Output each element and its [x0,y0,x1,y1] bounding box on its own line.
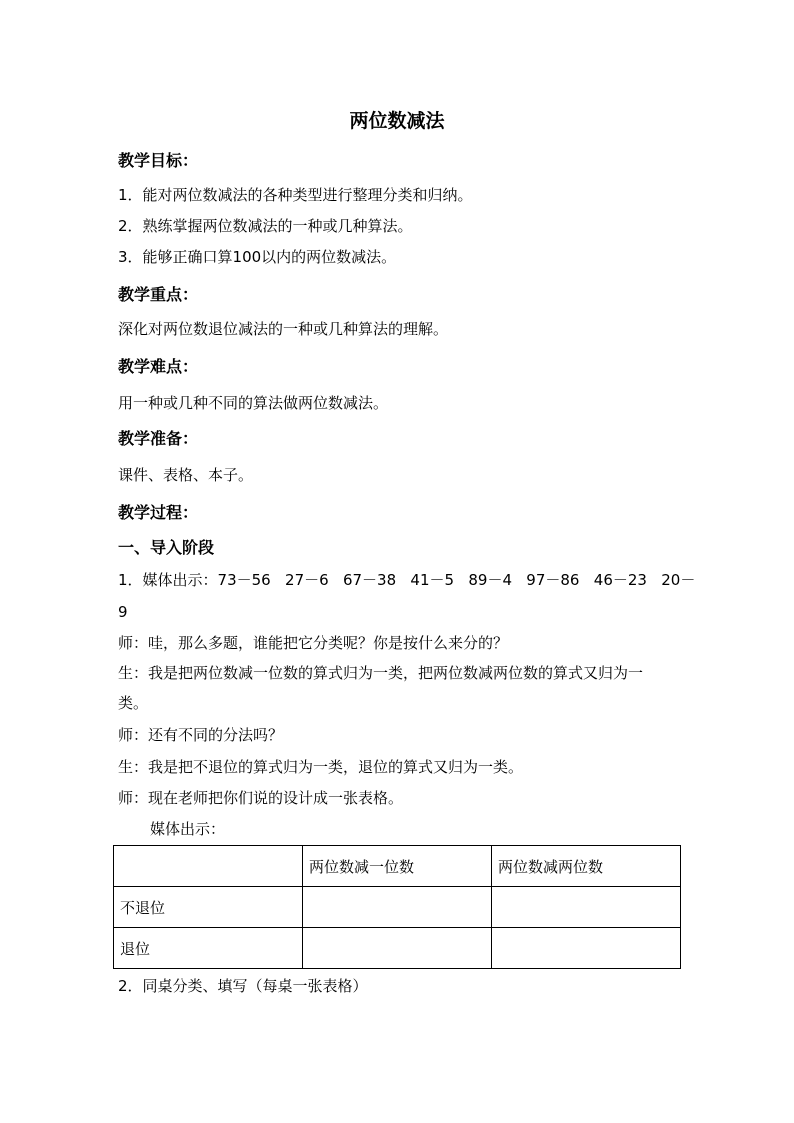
stage1-heading: 一、导入阶段 [118,538,215,557]
table-row-label: 退位 [114,928,303,969]
media-expression-line: 1．媒体出示：73－56 27－6 67－38 41－5 89－4 97－86 46－23 20－ [118,571,696,589]
dialogue-line-5: 生：我是把不退位的算式归为一类，退位的算式又归为一类。 [118,758,524,776]
dialogue-line-2: 生：我是把两位数减一位数的算式归为一类，把两位数减两位数的算式又归为一 [118,664,644,682]
dialogue-line-6: 师：现在老师把你们说的设计成一张表格。 [118,789,404,807]
prep-text: 课件、表格、本子。 [118,466,254,484]
goal-item-1: 1．能对两位数减法的各种类型进行整理分类和归纳。 [118,186,473,204]
difficulty-heading: 教学难点： [118,357,199,376]
table-header-cell: 两位数减两位数 [492,846,681,887]
difficulty-text: 用一种或几种不同的算法做两位数减法。 [118,394,389,412]
table-header-cell: 两位数减一位数 [303,846,492,887]
table-cell [492,928,681,969]
table-cell [303,928,492,969]
goal-item-3: 3．能够正确口算100以内的两位数减法。 [118,248,397,266]
key-text: 深化对两位数退位减法的一种或几种算法的理解。 [118,320,449,338]
table-header-cell [114,846,303,887]
table-row-label: 不退位 [114,887,303,928]
table-cell [303,887,492,928]
page-title: 两位数减法 [349,110,445,132]
table-row [114,928,681,969]
media-show-label: 媒体出示： [150,820,226,838]
key-heading: 教学重点： [118,285,199,304]
table-row [114,887,681,928]
goal-item-2: 2．熟练掌握两位数减法的一种或几种算法。 [118,217,413,235]
goals-heading: 教学目标： [118,151,199,170]
dialogue-line-1: 师：哇，那么多题，谁能把它分类呢？你是按什么来分的？ [118,634,509,652]
dialogue-line-4: 师：还有不同的分法吗？ [118,726,284,744]
dialogue-line-3: 类。 [118,694,149,712]
table-header-row [114,846,681,887]
table-cell [492,887,681,928]
media-expression-line-cont: 9 [118,603,128,621]
prep-heading: 教学准备： [118,429,199,448]
process-heading: 教学过程： [118,503,199,522]
classification-table [113,845,681,969]
step2-text: 2．同桌分类、填写（每桌一张表格） [118,977,368,995]
